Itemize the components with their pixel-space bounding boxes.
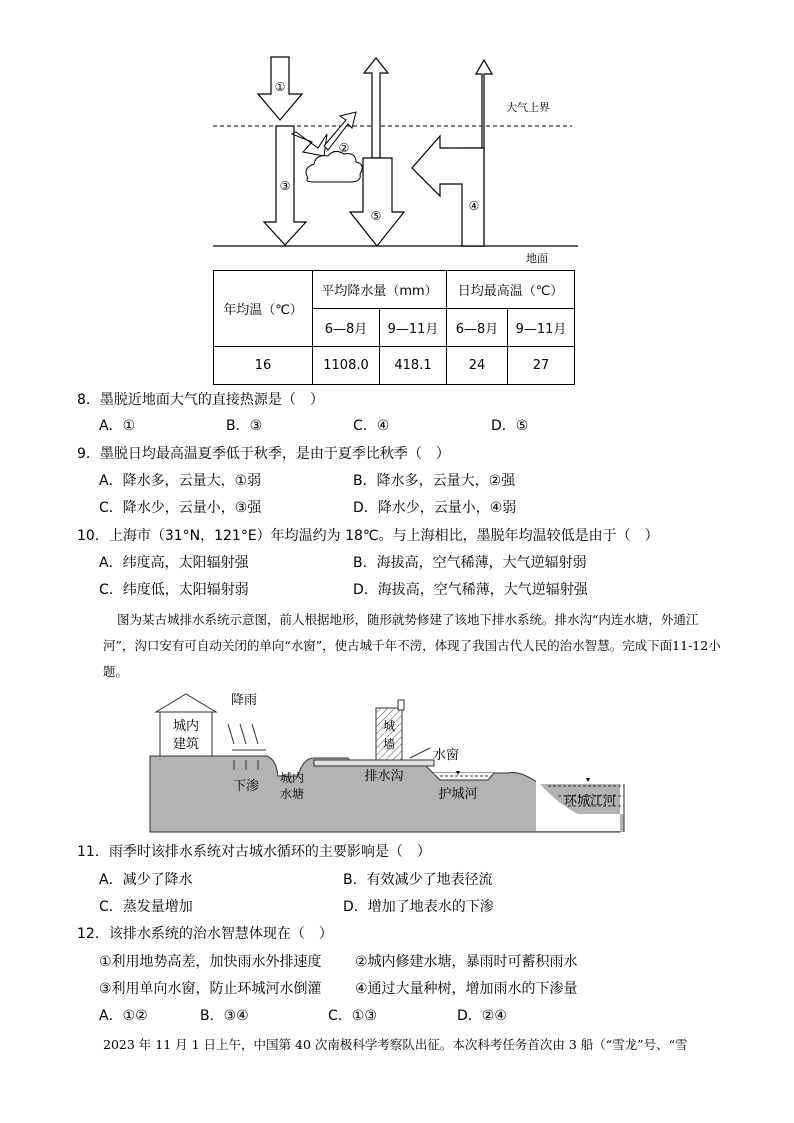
label-ditch: 排水沟: [364, 769, 404, 784]
label-moat: 护城河: [438, 787, 478, 802]
label-pond-2: 水塘: [279, 787, 305, 801]
q10-stem: 10．上海市（31°N，121°E）年均温约为 18℃。与上海相比，墨脱年均温较低是由于（ ）: [77, 528, 659, 544]
q12-statement-1: ①利用地势高差，加快雨水外排速度: [99, 954, 322, 970]
val-precip-summer: 1108.0: [313, 347, 380, 385]
q9-stem: 9．墨脱日均最高温夏季低于秋季，是由于夏季比秋季（ ）: [77, 446, 450, 462]
q8-option-a[interactable]: A．①: [99, 418, 136, 434]
sub-precip-autumn: 9—11月: [380, 309, 447, 347]
header-maxtemp: 日均最高温（℃）: [447, 271, 575, 309]
q11-option-c[interactable]: C．蒸发量增加: [99, 899, 193, 915]
label-ground: 地面: [526, 252, 548, 265]
val-max-autumn: 27: [508, 347, 575, 385]
atmosphere-heat-diagram: [200, 50, 600, 265]
q10-option-c[interactable]: C．纬度低，太阳辐射弱: [99, 582, 249, 598]
q12-statement-2: ②城内修建水塘，暴雨时可蓄积雨水: [355, 954, 578, 970]
label-rain: 降雨: [230, 693, 258, 708]
label-3: ③: [279, 179, 291, 193]
label-5: ⑤: [370, 209, 382, 223]
q12-statement-4: ④通过大量种树，增加雨水的下渗量: [355, 981, 578, 997]
q10-option-d[interactable]: D．海拔高，空气稀薄，大气逆辐射强: [353, 582, 588, 598]
q12-option-a[interactable]: A．①②: [99, 1008, 148, 1024]
label-seep: 下渗: [232, 779, 260, 794]
q10-option-b[interactable]: B．海拔高，空气稀薄，大气逆辐射弱: [353, 555, 587, 571]
label-2: ②: [338, 141, 350, 155]
q9-option-b[interactable]: B．降水多，云量大，②强: [353, 473, 516, 489]
drainage-ditch: [314, 760, 434, 766]
val-max-summer: 24: [447, 347, 508, 385]
label-window: 水窗: [432, 748, 460, 763]
q8-stem: 8．墨脱近地面大气的直接热源是（ ）: [77, 392, 324, 408]
label-building-2: 建筑: [172, 737, 200, 752]
label-1: ①: [274, 80, 286, 94]
val-annual-temp: 16: [214, 347, 313, 385]
passage-drainage: 图为某古城排水系统示意图，前人根据地形，随形就势修建了该地下排水系统。排水沟“内连水塘，外通江河”，沟口安有可自动关闭的单向“水窗”，使古城千年不涝，体现了我国古代人民的治水智慧。完成下面11-12小题。: [103, 612, 721, 679]
label-wall-2: 墙: [382, 737, 396, 751]
header-annual-temp: 年均温（℃）: [214, 271, 313, 347]
sub-max-autumn: 9—11月: [508, 309, 575, 347]
q12-option-d[interactable]: D．②④: [457, 1008, 507, 1024]
sub-precip-summer: 6—8月: [313, 309, 380, 347]
q11-option-b[interactable]: B．有效减少了地表径流: [343, 872, 493, 888]
q9-option-a[interactable]: A．降水多，云量大，①弱: [99, 473, 262, 489]
passage-antarctic: 2023 年 11 月 1 日上午，中国第 40 次南极科学考察队出征。本次科考任务首次由 3 船（“雪龙”号、“雪: [103, 1037, 688, 1052]
cloud: [306, 151, 362, 182]
sub-max-summer: 6—8月: [447, 309, 508, 347]
label-upper-atmosphere: 大气上界: [506, 101, 550, 114]
ground-radiation-arrow: [364, 58, 388, 158]
q12-option-b[interactable]: B．③④: [200, 1008, 249, 1024]
label-pond-1: 城内: [279, 771, 305, 785]
q8-option-d[interactable]: D．⑤: [491, 418, 529, 434]
header-precip: 平均降水量（mm）: [313, 271, 447, 309]
q12-statement-3: ③利用单向水窗，防止环城河水倒灌: [99, 981, 322, 997]
arrow-2: [292, 132, 327, 156]
label-wall-1: 城: [382, 719, 396, 733]
q12-stem: 12．该排水系统的治水智慧体现在（ ）: [77, 926, 333, 942]
label-river: 环城江河: [563, 794, 617, 809]
city-wall: [376, 708, 402, 760]
q8-option-c[interactable]: C．④: [353, 418, 390, 434]
label-4: ④: [468, 199, 480, 213]
q10-option-a[interactable]: A．纬度高，太阳辐射强: [99, 555, 249, 571]
q9-option-c[interactable]: C．降水少，云量小，③强: [99, 500, 262, 516]
q11-stem: 11．雨季时该排水系统对古城水循环的主要影响是（ ）: [77, 844, 431, 860]
arrow-4-branch: [412, 136, 484, 246]
q11-option-a[interactable]: A．减少了降水: [99, 872, 193, 888]
q9-option-d[interactable]: D．降水少，云量小，④弱: [353, 500, 517, 516]
drainage-system-diagram: [148, 686, 633, 836]
q12-option-c[interactable]: C．①③: [328, 1008, 377, 1024]
q8-option-b[interactable]: B．③: [226, 418, 263, 434]
label-building-1: 城内: [172, 719, 200, 734]
val-precip-autumn: 418.1: [380, 347, 447, 385]
q11-option-d[interactable]: D．增加了地表水的下渗: [343, 899, 494, 915]
climate-table: [213, 270, 575, 385]
